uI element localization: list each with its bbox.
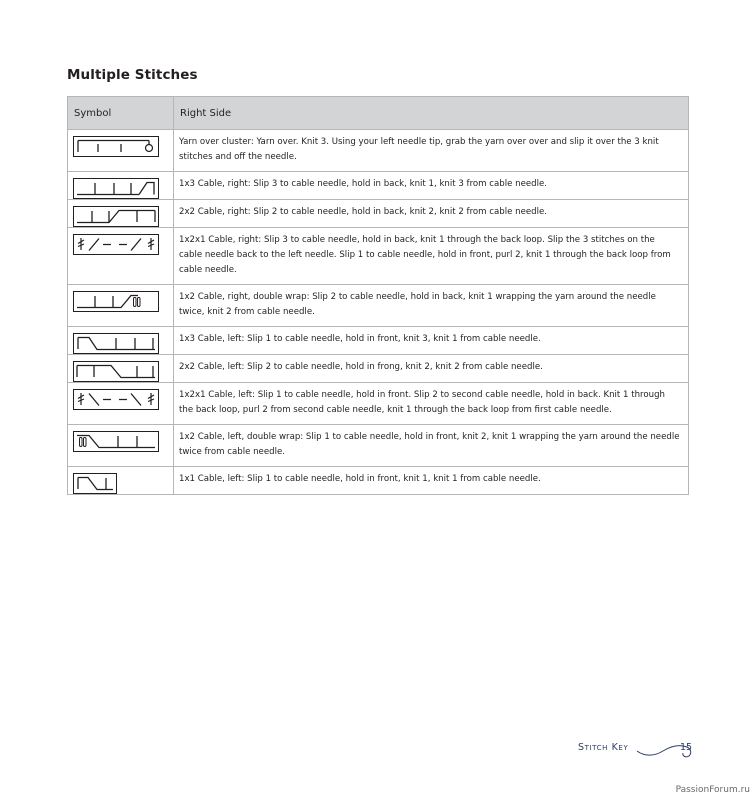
watermark: PassionForum.ru: [675, 785, 750, 795]
cable-1x3-right-symbol-icon: [73, 178, 159, 199]
table-row: [68, 383, 689, 425]
symbol-cell: [68, 383, 174, 425]
symbol-cell: [68, 172, 174, 200]
symbol-cell: [68, 130, 174, 172]
table-row: [68, 467, 689, 495]
description-cell: 1x2x1 Cable, left: Slip 1 to cable needle, hold in front. Slip 2 to second cable needle, hold in back. Knit 1 through the back loop, purl 2 from second cable needle, knit 1 through the back loop from first cable needle.: [174, 383, 689, 425]
symbol-cell: [68, 200, 174, 228]
cable-2x2-left-symbol-icon: [73, 361, 159, 382]
table-row: [68, 355, 689, 383]
table-row: [68, 425, 689, 467]
table-row: [68, 228, 689, 285]
symbol-cell: [68, 327, 174, 355]
stitch-key-table: [67, 96, 689, 495]
description-cell: 1x3 Cable, right: Slip 3 to cable needle, hold in back, knit 1, knit 3 from cable needle.: [174, 172, 689, 200]
description-cell: 2x2 Cable, left: Slip 2 to cable needle, hold in frong, knit 2, knit 2 from cable needle.: [174, 355, 689, 383]
column-header-right-side: Right Side: [174, 97, 689, 130]
page-number: 15: [680, 742, 693, 753]
symbol-cell: [68, 425, 174, 467]
description-cell: Yarn over cluster: Yarn over. Knit 3. Using your left needle tip, grab the yarn over over and slip it over the 3 knit stitches and off the needle.: [174, 130, 689, 172]
table-row: [68, 327, 689, 355]
symbol-cell: [68, 467, 174, 495]
column-header-symbol: Symbol: [68, 97, 174, 130]
description-cell: 1x2 Cable, right, double wrap: Slip 2 to cable needle, hold in back, knit 1 wrapping the yarn around the needle twice, knit 2 from cable needle.: [174, 285, 689, 327]
table-header-row: [68, 97, 689, 130]
description-cell: 1x2x1 Cable, right: Slip 3 to cable needle, hold in back, knit 1 through the back loop. Slip the 3 stitches on the cable needle back to the left needle. Slip 1 to cable needle, hold in front, purl 2, knit 1 through the back loop from cable needle.: [174, 228, 689, 285]
yarn-over-cluster-symbol-icon: [73, 136, 159, 157]
cable-1x3-left-symbol-icon: [73, 333, 159, 354]
cable-1x2-right-double-wrap-symbol-icon: [73, 291, 159, 312]
cable-1x2x1-left-symbol-icon: [73, 389, 159, 410]
table-row: [68, 200, 689, 228]
symbol-cell: [68, 355, 174, 383]
table-row: [68, 285, 689, 327]
description-cell: 1x3 Cable, left: Slip 1 to cable needle, hold in front, knit 3, knit 1 from cable needle.: [174, 327, 689, 355]
section-title: Multiple Stitches: [67, 67, 198, 83]
description-cell: 2x2 Cable, right: Slip 2 to cable needle, hold in back, knit 2, knit 2 from cable needle.: [174, 200, 689, 228]
description-cell: 1x2 Cable, left, double wrap: Slip 1 to cable needle, hold in front, knit 2, knit 1 wrapping the yarn around the needle twice from cable needle.: [174, 425, 689, 467]
cable-1x2-left-double-wrap-symbol-icon: [73, 431, 159, 452]
cable-1x1-left-symbol-icon: [73, 473, 117, 494]
symbol-cell: [68, 285, 174, 327]
description-cell: 1x1 Cable, left: Slip 1 to cable needle, hold in front, knit 1, knit 1 from cable needle.: [174, 467, 689, 495]
footer-title: Stitch Key: [578, 742, 629, 753]
symbol-cell: [68, 228, 174, 285]
table-row: [68, 130, 689, 172]
table-row: [68, 172, 689, 200]
cable-2x2-right-symbol-icon: [73, 206, 159, 227]
cable-1x2x1-right-symbol-icon: [73, 234, 159, 255]
